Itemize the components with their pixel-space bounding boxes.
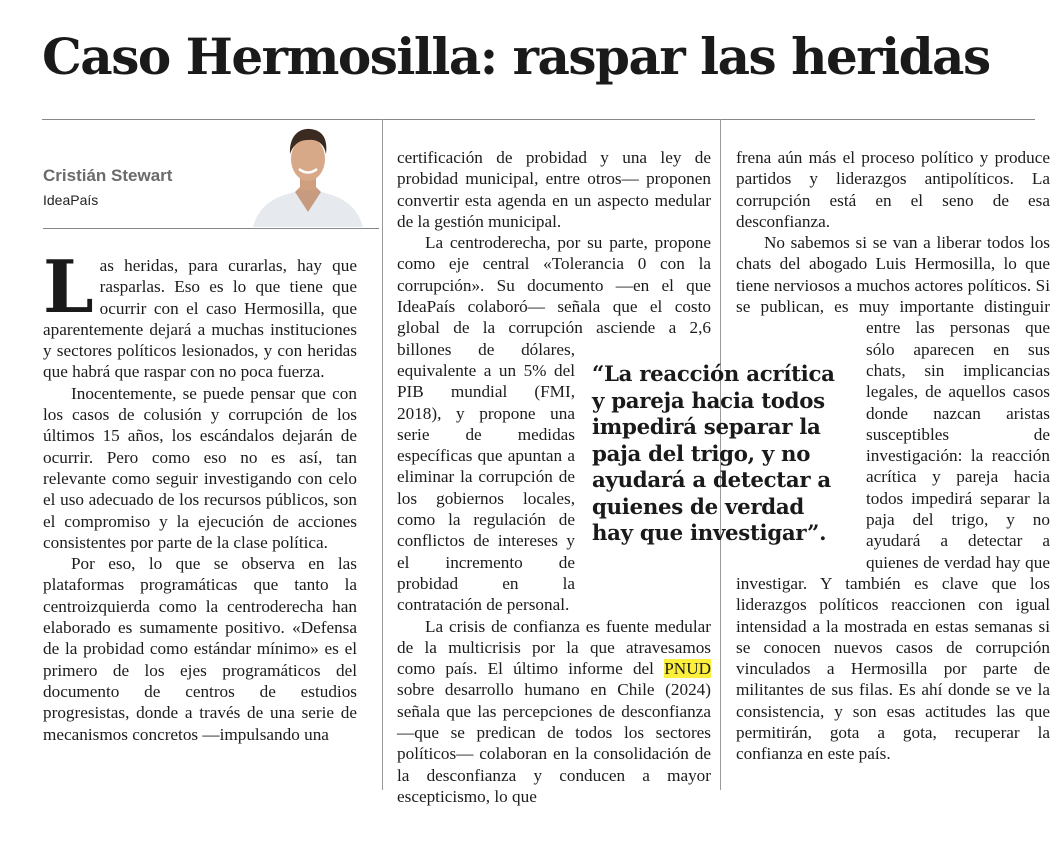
author-name: Cristián Stewart (43, 166, 173, 185)
drop-cap: L (43, 244, 94, 329)
paragraph-text: La centroderecha, por su parte, propone como eje central «Tolerancia 0 con la corrupción». Su documento —en el que IdeaPaís colaboró— señala que el costo global de la corrupción asciende a (397, 233, 711, 338)
paragraph-text: La crisis de confianza es fuente medular de la multicrisis por la que atravesamos como país. El último informe del (397, 616, 711, 679)
paragraph (43, 244, 357, 383)
paragraph: Inocentemente, se puede pensar que con los casos de colusión y corrupción de los últimos 15 años, los escándalos dejarán de ocurrir. Pero como eso no es así, tan relevante como seguir investigando con celo el uso adecuado de los recursos públicos, son el compromiso y la ejecución de acciones consistentes por parte de la clase política. (43, 383, 357, 552)
author-organization: IdeaPaís (43, 192, 99, 208)
column-rule-1 (382, 119, 383, 790)
paragraph-text: sólo aparecen en sus chats, sin implicancias legales, de aquellos casos donde nazcan aristas susceptibles de investigación: la reacción acrítica y pareja hacia todos impedirá separar la paja del trigo, y no ayudará a detectar a quienes de verdad hay que investigar. Y también es clave que los liderazgos políticos reaccionen con igual intensidad a la mostrada en estas semanas si se conocen nuevos casos de corrupción vinculados a Hermosilla por parte de militantes de sus filas. Es ahí donde se ve la consistencia, y son esas actitudes las que permitirán, gota a gota, recuperar la confianza en este país. (736, 339, 1050, 764)
column-1 (43, 244, 357, 745)
paragraph: Por eso, lo que se observa en las plataformas programáticas que tanto la centroizquierda como la centroderecha han elaborado es sumamente positivo. «Defensa de la probidad como estándar mínimo» es el primero de los ejes programáticos del documento de centros de estudios progresistas, donde a través de una serie de mecanismos concretos —impulsando una (43, 554, 357, 744)
pull-quote: “La reacción acrítica y pareja hacia todos impedirá separar la paja del trigo, y no ayudará a detectar a quienes de verdad hay que investigar”. (592, 362, 835, 546)
paragraph-text: 2,6 billones de dólares, equivalente a un 5% del PIB mundial (FMI, 2018), y propone una serie de medidas específicas que apuntan a eliminar la corrupción de los gobiernos locales, como la regulación de conflictos de intereses y el incremento de probidad en la contratación de personal. (397, 318, 711, 615)
paragraph-text: as heridas, para curarlas, hay que rasparlas. Eso es lo que tiene que ocurrir con el caso Hermosilla, que aparentemente dejará a muchas instituciones y sectores políticos lesionados, y con heridas que habrá que raspar con no poca fuerza. (43, 256, 357, 382)
paragraph-text: No sabemos si se van a liberar todos los chats del abogado Luis Hermosilla, lo que tiene nerviosos a muchos actores políticos. Si se publican, es muy importante distinguir entre las personas que (736, 233, 1050, 338)
highlighted-term: PNUD (664, 659, 712, 679)
paragraph-text: sobre desarrollo humano en Chile (2024) señala que las percepciones de desconfianza —que se predican de todos los sectores políticos— colaboran en la consolidación de la desconfianza y conducen a mayor escepticismo, lo que (397, 680, 711, 806)
paragraph: certificación de probidad y una ley de probidad municipal, entre otros— proponen convertir esta agenda en un aspecto medular de la gestión municipal. (397, 148, 711, 231)
author-portrait (249, 122, 367, 227)
paragraph (397, 616, 711, 808)
paragraph: frena aún más el proceso político y produce partidos y liderazgos antipolíticos. La corrupción está en el seno de esa desconfianza. (736, 148, 1050, 231)
byline (43, 120, 379, 229)
headline: Caso Hermosilla: raspar las heridas (42, 27, 990, 86)
